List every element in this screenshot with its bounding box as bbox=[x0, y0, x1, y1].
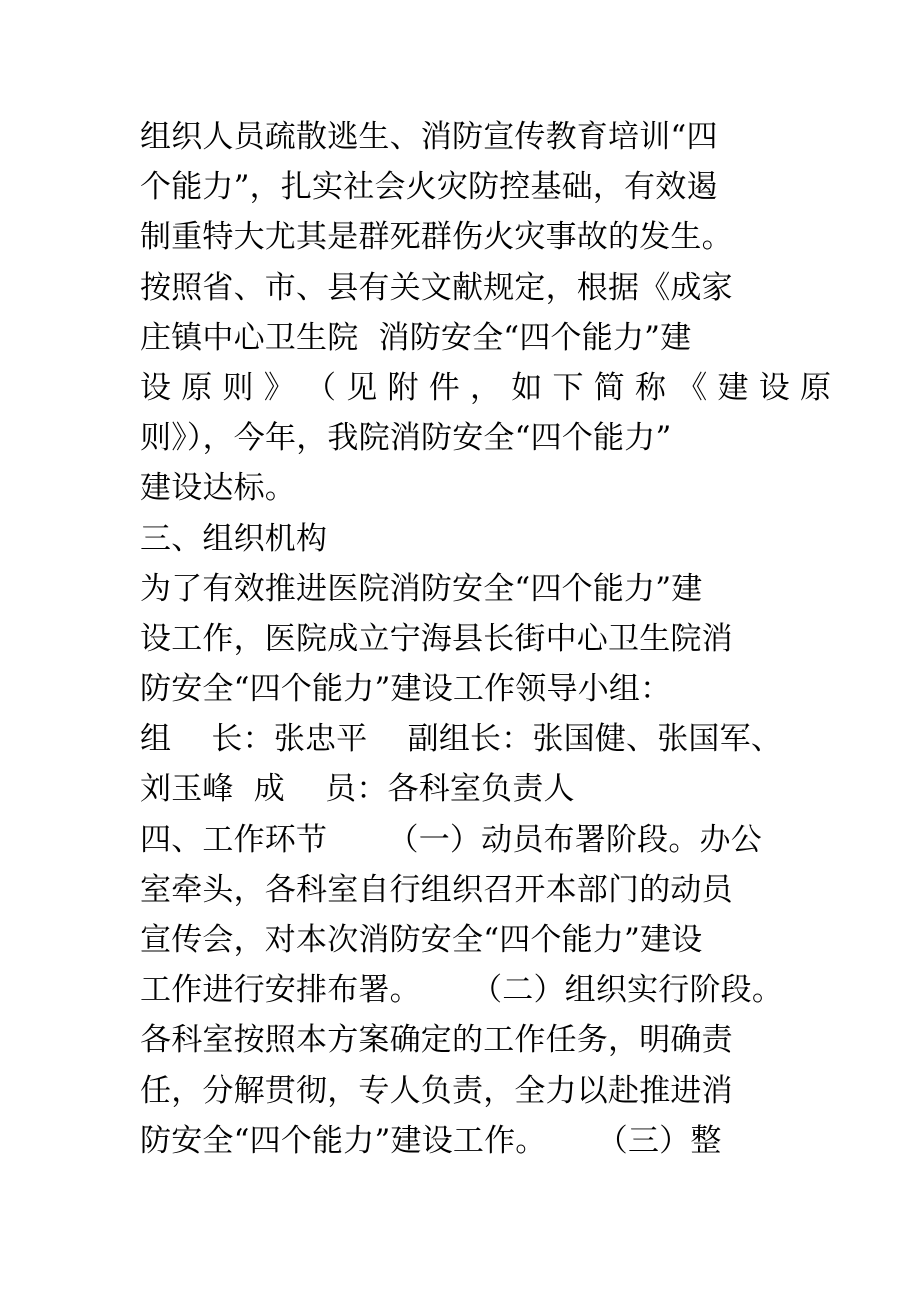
text-line: 则》），今年，我院消防安全“四个能力” bbox=[140, 420, 672, 457]
text-line: 制重特大尤其是群死群伤火灾事故的发生。 bbox=[140, 219, 733, 256]
text-line: 防安全“四个能力”建设工作领导小组： bbox=[140, 671, 672, 708]
text-line: 任，分解贯彻，专人负责，全力以赴推进消 bbox=[140, 1072, 733, 1109]
text-line: 设 原 则 》 （ 见 附 件 ， 如 下 简 称 《 建 设 原 bbox=[140, 369, 832, 406]
text-line: 防安全“四个能力”建设工作。 （三）整 bbox=[140, 1122, 722, 1159]
text-line: 各科室按照本方案确定的工作任务，明确责 bbox=[140, 1022, 733, 1059]
text-line: 组 长：张忠平 副组长：张国健、张国军、 bbox=[140, 721, 783, 758]
text-line: 室牵头，各科室自行组织召开本部门的动员 bbox=[140, 871, 733, 908]
text-line: 庄镇中心卫生院 消防安全“四个能力”建 bbox=[140, 319, 692, 356]
text-line: 设工作，医院成立宁海县长街中心卫生院消 bbox=[140, 620, 733, 657]
body-text bbox=[140, 112, 832, 1166]
text-line: 四、工作环节 （一）动员布署阶段。办公 bbox=[140, 821, 762, 858]
text-line: 个能力”，扎实社会火灾防控基础，有效遏 bbox=[140, 169, 718, 206]
section-heading: 三、组织机构 bbox=[140, 520, 328, 557]
text-line: 工作进行安排布署。 （二）组织实行阶段。 bbox=[140, 972, 784, 1009]
text-line: 为了有效推进医院消防安全“四个能力”建 bbox=[140, 570, 703, 607]
text-line: 刘玉峰 成 员：各科室负责人 bbox=[140, 771, 575, 808]
text-line: 宣传会，对本次消防安全“四个能力”建设 bbox=[140, 922, 703, 958]
text-line: 按照省、市、县有关文献规定，根据《成家 bbox=[140, 269, 733, 306]
text-line: 建设达标。 bbox=[140, 470, 296, 507]
text-line: 组织人员疏散逃生、消防宣传教育培训“四 bbox=[140, 119, 718, 155]
